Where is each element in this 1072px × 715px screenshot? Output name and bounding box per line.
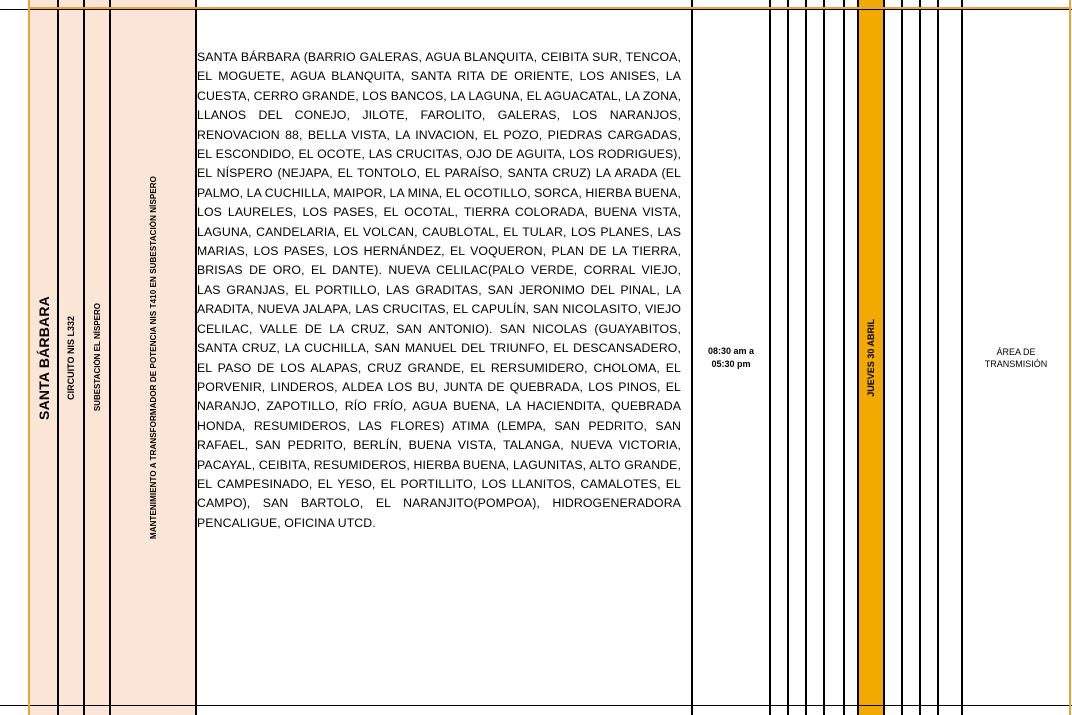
cell-affected-areas bbox=[196, 0, 692, 715]
transmission-line-2: TRANSMISIÓN bbox=[984, 358, 1048, 369]
cell-day-highlight bbox=[858, 0, 884, 715]
cell-spacer-4 bbox=[824, 0, 844, 715]
transmission-line-1: ÁREA DE bbox=[996, 346, 1036, 357]
table-top-border bbox=[0, 9, 1072, 10]
cell-transmission-area bbox=[962, 0, 1069, 715]
circuit-label: CIRCUITO NIS L332 bbox=[66, 315, 76, 400]
frame-right-border bbox=[1069, 0, 1071, 715]
time-start: 08:30 am a bbox=[707, 345, 755, 356]
frame-left-border bbox=[28, 0, 30, 715]
cell-circuit bbox=[58, 0, 84, 715]
transmission-block bbox=[985, 346, 1048, 370]
affected-areas-text: SANTA BÁRBARA (BARRIO GALERAS, AGUA BLANQUITA, CEIBITA SUR, TENCOA, EL MOGUETE, AGUA BLANQUITA, SANTA RITA DE ORIENTE, LOS ANISES, LA CUESTA, CERRO GRANDE, LOS BANCOS, LA LAGUNA, EL AGUACATAL, LA ZONA, LLANOS DEL CONEJO, JILOTE, FAROLITO, GALERAS, LOS NARANJOS, RENOVACION 88, BELLA VISTA, LA INVACION, EL POZO, PIEDRAS CARGADAS, EL ESCONDIDO, EL OCOTE, LAS CRUCITAS, OJO DE AGUITA, LOS RODRIGUES), EL NÍSPERO (NEJAPA, EL TONTOLO, EL PARAÍSO, SANTA CRUZ) LA ARADA (EL PALMO, LA CUCHILLA, MAIPOR, LA MINA, EL OCOTILLO, SORCA, HIERBA BUENA, LOS LAURELES, LOS PASES, EL OCOTAL, TIERRA COLORADA, BUENA VISTA, LAGUNA, CANDELARIA, EL VOLCAN, CAUBLOTAL, EL TULAR, LOS PLANES, LAS MARIAS, LOS PASES, LOS HERNÁNDEZ, EL VOQUERON, PLAN DE LA TIERRA, BRISAS DE ORO, EL DANTE). NUEVA CELILAC(PALO VERDE, CORRAL VIEJO, LAS GRANJAS, EL PORTILLO, LAS GRADITAS, SAN JERONIMO DEL PINAL, LA ARADITA, NUEVA JALAPA, LAS CRUCITAS, EL CAPULÍN, SAN NICOLASITO, VIEJO CELILAC, VALLE DE LA CRUZ, SAN ANTONIO). SAN NICOLAS (GUAYABITOS, SANTA CRUZ, LA CUCHILLA, SAN MANUEL DEL TRIUNFO, EL DESCANSADERO, EL PASO DE LOS ALAPAS, CRUZ GRANDE, EL RERSUMIDERO, CHOLOMA, EL PORVENIR, LINDEROS, ALDEA LOS BU, JUNTA DE QUEBRADA, LOS PINOS, EL NARANJO, ZAPOTILLO, RÍO FRÍO, AGUA BUENA, LA HACIENDITA, QUEBRADA HONDA, RESUMIDEROS, LAS FLORES) ATIMA (LEMPA, SAN PEDRITO, SAN RAFAEL, SAN PEDRITO, BERLÍN, BUENA VISTA, TALANGA, NUEVA VICTORIA, PACAYAL, CEIBITA, RESUMIDEROS, HIERBA BUENA, LAGUNITAS, ALTO GRANDE, EL CAMPESINADO, EL YESO, EL PORTILLITO, LOS LLANITOS, CAMALOTES, EL CAMPO), SAN BARTOLO, EL NARANJITO(POMPOA), HIDROGENERADORA PENCALIGUE, OFICINA UTCD. bbox=[197, 50, 681, 530]
cell-spacer-1 bbox=[770, 0, 788, 715]
cell-spacer-3 bbox=[806, 0, 824, 715]
table-bottom-border bbox=[0, 705, 1072, 706]
substation-label: SUBESTACIÓN EL NÍSPERO bbox=[92, 303, 102, 412]
cell-spacer-2 bbox=[788, 0, 806, 715]
department-label: SANTA BÁRBARA bbox=[35, 295, 52, 420]
frame-top-border bbox=[28, 7, 1071, 9]
cell-spacer-6 bbox=[884, 0, 902, 715]
day-label: JUEVES 30 ABRIL bbox=[866, 318, 876, 397]
cell-spacer-5 bbox=[844, 0, 858, 715]
cell-spacer-7 bbox=[902, 0, 920, 715]
time-block bbox=[708, 345, 754, 371]
cell-department bbox=[30, 0, 58, 715]
cell-work-type bbox=[110, 0, 196, 715]
cell-spacer-9 bbox=[938, 0, 962, 715]
cell-schedule-time bbox=[692, 0, 770, 715]
cell-spacer-8 bbox=[920, 0, 938, 715]
time-end: 05:30 pm bbox=[711, 358, 751, 369]
work-type-label: MANTENIMIENTO A TRANSFORMADOR DE POTENCIA NIS T410 EN SUBESTACIÓN NÍSPERO bbox=[148, 175, 158, 540]
cell-substation bbox=[84, 0, 110, 715]
